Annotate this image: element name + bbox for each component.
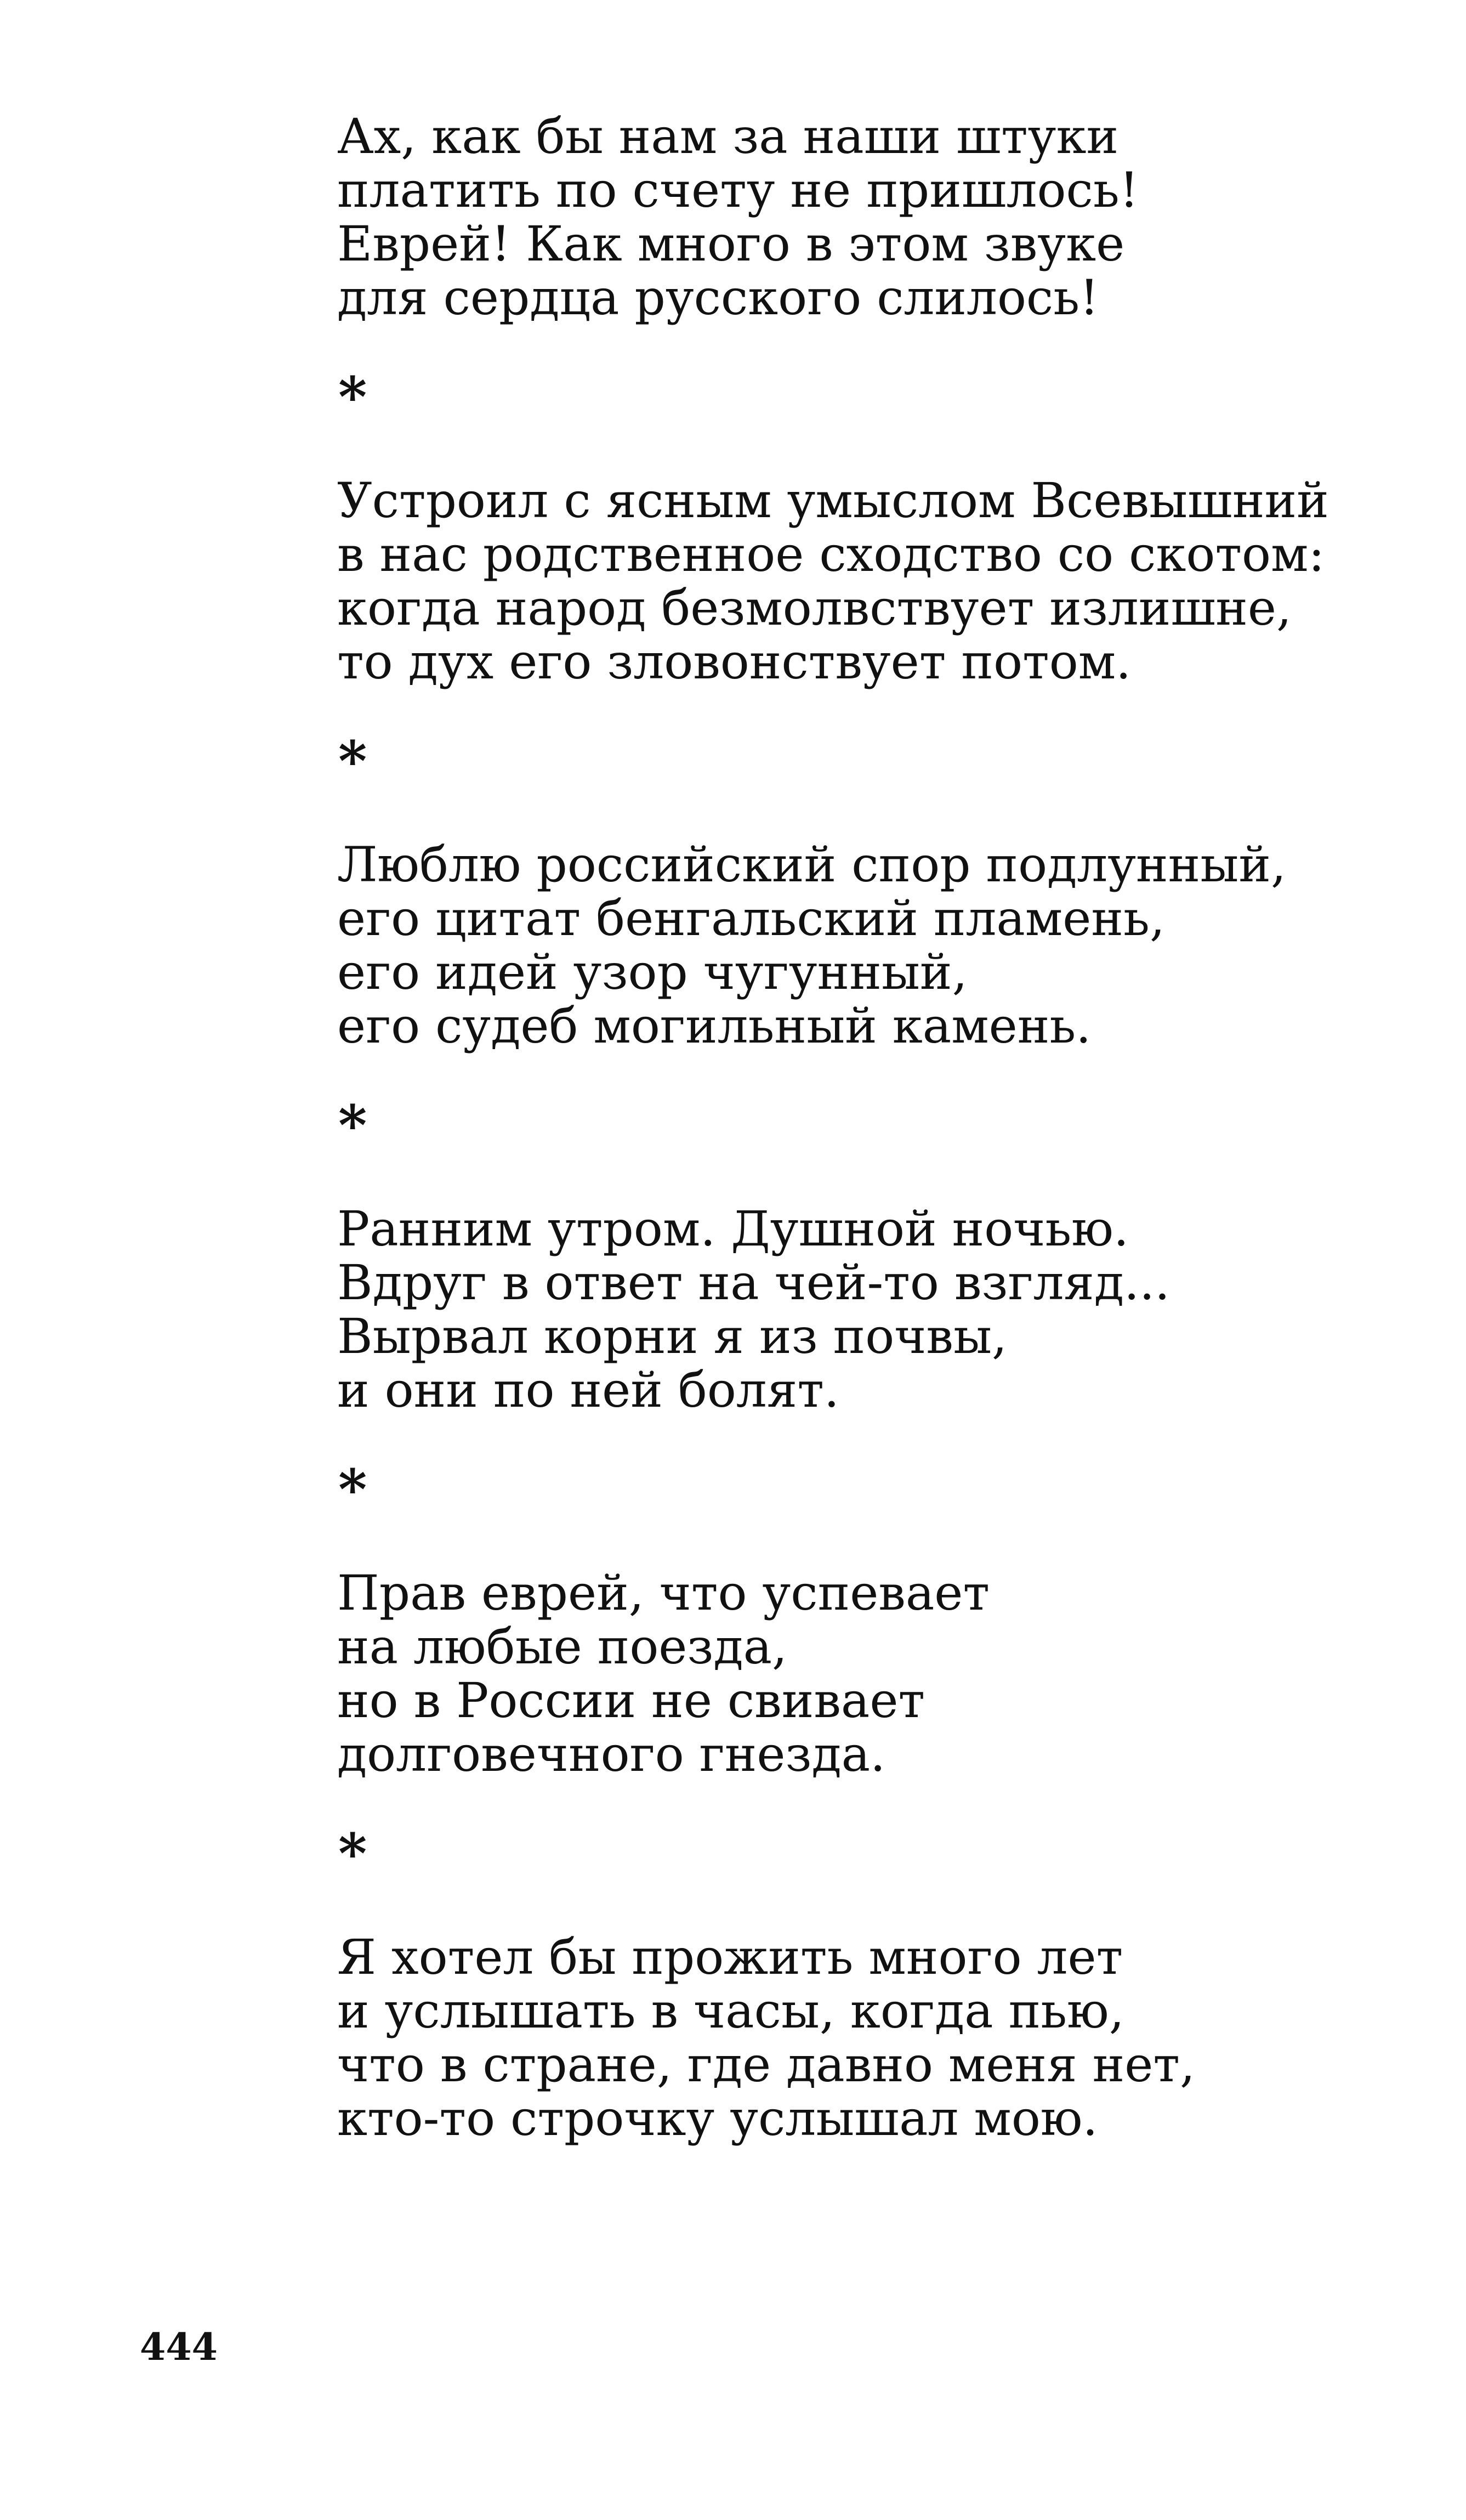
poem-line: его цитат бенгальский пламень, — [337, 890, 1165, 947]
poem-line: и они по ней болят. — [337, 1362, 839, 1418]
poem-line: кто-то строчку услышал мою. — [337, 2090, 1098, 2147]
asterisk-separator: * — [338, 1093, 367, 1158]
poem-line: Ранним утром. Душной ночью. — [337, 1200, 1129, 1257]
poem-line: в нас родственное сходство со скотом: — [337, 526, 1325, 582]
poem-line: Прав еврей, что успевает — [337, 1565, 990, 1621]
poem-line: то дух его зловонствует потом. — [337, 633, 1132, 690]
stanza — [337, 1202, 1423, 1417]
stanza — [337, 1566, 1423, 1781]
poem-line: его идей узор чугунный, — [337, 944, 968, 1000]
poem-line: Вдруг в ответ на чей-то взгляд... — [337, 1254, 1170, 1311]
poem-line: Ах, как бы нам за наши штуки — [337, 108, 1119, 165]
poem-line: что в стране, где давно меня нет, — [337, 2036, 1195, 2093]
stanza — [337, 110, 1423, 325]
poem-line: на любые поезда, — [337, 1618, 788, 1675]
poem-line: платить по счету не пришлось! — [337, 162, 1139, 218]
poem-line: но в России не свивает — [337, 1672, 925, 1729]
stanza — [337, 838, 1423, 1053]
poem-column — [337, 110, 1423, 2145]
stanza — [337, 1930, 1423, 2145]
asterisk-separator: * — [338, 729, 367, 794]
asterisk-separator: * — [338, 1457, 367, 1522]
poem-line: Люблю российский спор подлунный, — [337, 836, 1286, 893]
stanza — [337, 474, 1423, 689]
poem-line: Устроил с ясным умыслом Всевышний — [337, 472, 1329, 529]
poem-line: его судеб могильный камень. — [337, 998, 1092, 1054]
poem-line: Еврей! Как много в этом звуке — [337, 216, 1125, 272]
poem-line: для сердца русского слилось! — [337, 269, 1099, 326]
poem-line: и услышать в часы, когда пью, — [337, 1983, 1124, 2039]
asterisk-separator: * — [338, 1821, 367, 1886]
poem-line: когда народ безмолвствует излишне, — [337, 580, 1292, 636]
page-number: 444 — [140, 2325, 218, 2369]
asterisk-separator: * — [338, 365, 367, 429]
poem-line: долговечного гнезда. — [337, 1726, 886, 1782]
poem-line: Вырвал корни я из почвы, — [337, 1308, 1007, 1364]
poem-line: Я хотел бы прожить много лет — [337, 1929, 1123, 1985]
